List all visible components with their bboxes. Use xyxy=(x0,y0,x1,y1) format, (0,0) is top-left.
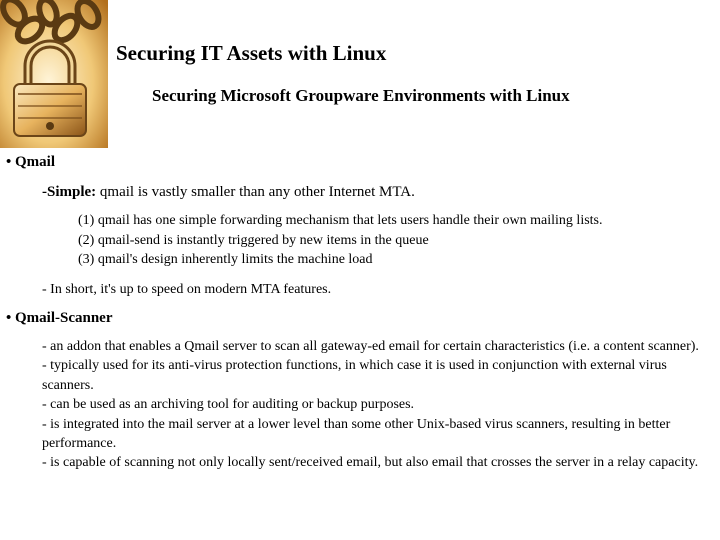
scanner-point: - can be used as an archiving tool for auditing or backup purposes. xyxy=(42,397,415,413)
qmail-summary: - In short, it's up to speed on modern MTA features. xyxy=(42,282,332,297)
scanner-point: - an addon that enables a Qmail server to scan all gateway-ed email for certain characteristics (i.e. a content scanner). xyxy=(42,339,699,354)
scanner-point: - is capable of scanning not only locally sent/received email, but also email that crosses the server in a relay capacity. xyxy=(42,455,699,471)
qmail-point: (3) qmail's design inherently limits the machine load xyxy=(78,252,373,267)
qmail-point: (2) qmail-send is instantly triggered by new items in the queue xyxy=(78,233,429,248)
padlock-chain-icon xyxy=(0,0,108,148)
scanner-point: - typically used for its anti-virus protection functions, in which case it is used in conjunction with external virus scanners. xyxy=(42,358,667,393)
simple-label: -Simple: xyxy=(42,184,97,200)
scanner-point: - is integrated into the mail server at a lower level than some other Unix-based virus scanners, resulting in better performance. xyxy=(42,416,671,452)
scanner-points xyxy=(42,337,708,473)
bullet-qmail-scanner: • Qmail-Scanner xyxy=(6,310,113,326)
page-title: Securing IT Assets with Linux xyxy=(116,41,387,65)
bullet-qmail: • Qmail xyxy=(6,154,55,170)
qmail-point: (1) qmail has one simple forwarding mechanism that lets users handle their own mailing lists. xyxy=(78,213,603,228)
qmail-simple-line xyxy=(42,184,415,201)
page-subtitle: Securing Microsoft Groupware Environments with Linux xyxy=(152,86,570,105)
simple-text: qmail is vastly smaller than any other Internet MTA. xyxy=(96,184,415,200)
